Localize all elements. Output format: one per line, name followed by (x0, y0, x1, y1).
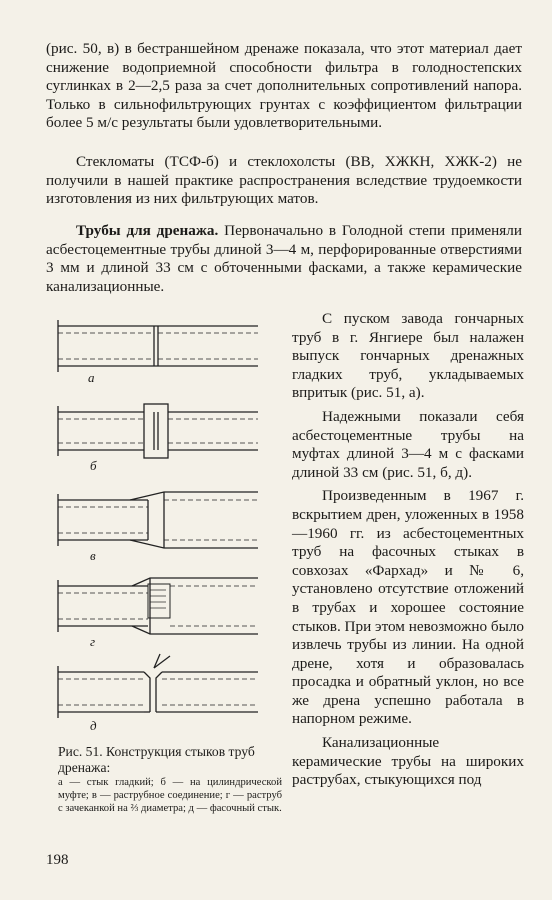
paragraph-inspection-1967: Произведенным в 1967 г. вскрытием дрен, уложенных в 1958—1960 гг. из асбестоцементных труб на фасочных стыках в совхозах «Фархад» и № 6, установлено отсутствие отложений в трубах и хорошее состояние стыков. При этом невозможно было извлечь трубы из линии. На одной дрене, хотя и образовалась просадка и обратный уклон, но все же дрена успешно работала в напорном режиме. (292, 487, 524, 728)
pipe-joints-drawing (46, 316, 282, 736)
figure-caption-legend: а — стык гладкий; б — на цилиндрической муфте; в — раструбное соединение; г — раструб с зачеканкой на ⅔ диаметра; д — фасочный стык. (58, 777, 282, 814)
paragraph-clay-pipes: С пуском завода гончарных труб в г. Янгиере был налажен выпуск гончарных дренажных гладких труб, укладываемых впритык (рис. 51, а). (292, 310, 524, 402)
paragraph-drain-pipes (46, 222, 522, 296)
joint-d-drawing (58, 654, 258, 718)
section-heading: Трубы для дренажа. (76, 222, 219, 239)
section-text: Первоначально в Голодной степи применяли асбестоцементные трубы длиной 3—4 м, перфорированные отверстиями 3 мм и длиной 33 см с обточенными фасками, а также керамические канализационные. (46, 222, 522, 295)
joint-g-drawing (58, 578, 258, 634)
figure-label-a: а (88, 370, 95, 385)
page-number: 198 (46, 852, 69, 868)
joint-a-drawing (58, 320, 258, 372)
pipe-joints-figure (46, 316, 282, 736)
paragraph-coupling-pipes: Надежными показали себя асбестоцементные трубы на муфтах длиной 3—4 м с фасками длиной 33 см (рис. 51, б, д). (292, 407, 524, 481)
joint-v-drawing (58, 492, 258, 548)
paragraph-filter-material: (рис. 50, в) в бестраншейном дренаже показала, что этот материал дает снижение водоприемной способности фильтра в голодностепских суглинках в 2—2,5 раза за счет дополнительных сопротивлений напора. Только в сильнофильтрующих грунтах с коэффициентом фильтрации более 5 м/с результаты были удовлетворительными. (46, 40, 522, 132)
joint-b-drawing (58, 404, 258, 458)
figure-label-v: в (90, 548, 96, 563)
paragraph-glass-mats: Стекломаты (ТСФ-б) и стеклохолсты (ВВ, ХЖКН, ХЖК-2) не получили в нашей практике распространения вследствие трудоемкости изготовления из них фильтрующих матов. (46, 153, 522, 208)
paragraph-ceramic-pipes: Канализационные керамические трубы на широких раструбах, стыкующихся под (292, 734, 524, 789)
figure-label-g: г (90, 634, 96, 649)
right-text-column (292, 310, 524, 790)
figure-caption-title: Рис. 51. Конструкция стыков труб дренажа: (58, 744, 255, 775)
figure-label-d: д (90, 718, 97, 733)
figure-label-b: б (90, 458, 97, 473)
